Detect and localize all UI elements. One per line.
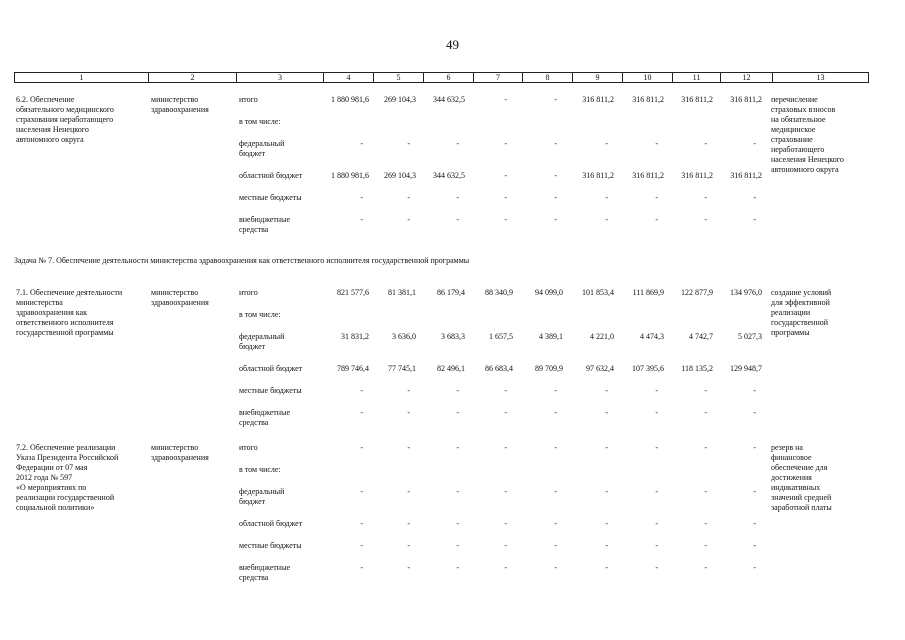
funding-value: - [704, 139, 707, 148]
measure-name-line: здравоохранения как [16, 308, 87, 317]
funding-value: - [504, 519, 507, 528]
funding-value: - [704, 519, 707, 528]
funding-value: - [407, 487, 410, 496]
funding-value: 3 636,0 [392, 332, 416, 341]
funding-value: - [504, 408, 507, 417]
measure-name-line: 7.2. Обеспечение реализации [16, 443, 116, 452]
funding-value: - [655, 386, 658, 395]
measure-name-line: Федерации от 07 мая [16, 463, 88, 472]
funding-value: - [554, 408, 557, 417]
funding-value: 316 811,2 [681, 95, 713, 104]
funding-value: - [554, 386, 557, 395]
funding-value: - [456, 563, 459, 572]
funding-value: - [655, 139, 658, 148]
funding-value: 1 880 981,6 [331, 95, 369, 104]
funding-value: - [655, 193, 658, 202]
expected-result-line: неработающего [771, 145, 825, 154]
funding-value: - [456, 408, 459, 417]
funding-source-label: бюджет [239, 342, 266, 351]
header-col-9: 9 [573, 73, 623, 83]
funding-value: - [554, 563, 557, 572]
funding-value: 4 389,1 [539, 332, 563, 341]
funding-value: 31 831,2 [341, 332, 369, 341]
funding-source-label: средства [239, 418, 269, 427]
funding-value: - [704, 408, 707, 417]
funding-value: 101 853,4 [582, 288, 614, 297]
funding-value: - [554, 95, 557, 104]
measure-name-line: страхования неработающего [16, 115, 114, 124]
funding-source-label: внебюджетные [239, 215, 290, 224]
funding-value: 86 683,4 [485, 364, 513, 373]
funding-value: - [407, 215, 410, 224]
measure-name-line: социальной политики» [16, 503, 95, 512]
executor-line: здравоохранения [151, 298, 209, 307]
funding-value: - [753, 487, 756, 496]
funding-value: - [753, 519, 756, 528]
funding-value: - [407, 408, 410, 417]
funding-value: - [504, 443, 507, 452]
funding-value: - [504, 541, 507, 550]
funding-value: - [407, 386, 410, 395]
funding-value: - [704, 541, 707, 550]
header-col-6: 6 [424, 73, 474, 83]
funding-value: - [753, 541, 756, 550]
header-col-3: 3 [237, 73, 324, 83]
header-col-2: 2 [149, 73, 237, 83]
funding-value: - [605, 139, 608, 148]
header-col-10: 10 [623, 73, 673, 83]
funding-value: - [753, 193, 756, 202]
page-number: 49 [446, 37, 459, 52]
funding-value: 4 474,3 [640, 332, 664, 341]
funding-value: - [360, 139, 363, 148]
funding-value: 134 976,0 [730, 288, 762, 297]
measure-name-line: «О мероприятиях по [16, 483, 87, 492]
funding-value: 269 104,3 [384, 95, 416, 104]
funding-value: - [753, 386, 756, 395]
funding-value: 1 880 981,6 [331, 171, 369, 180]
header-col-12: 12 [721, 73, 773, 83]
funding-value: - [407, 139, 410, 148]
funding-value: - [554, 487, 557, 496]
header-col-1: 1 [15, 73, 149, 83]
funding-value: 269 104,3 [384, 171, 416, 180]
funding-value: - [605, 215, 608, 224]
funding-value: - [655, 215, 658, 224]
funding-value: - [360, 386, 363, 395]
measure-name-line: ответственного исполнителя [16, 318, 114, 327]
funding-value: 344 632,5 [433, 171, 465, 180]
funding-value: 316 811,2 [730, 171, 762, 180]
funding-value: - [456, 541, 459, 550]
measure-name-line: министерства [16, 298, 63, 307]
funding-value: - [704, 386, 707, 395]
funding-source-label: областной бюджет [239, 171, 303, 180]
funding-value: - [753, 215, 756, 224]
funding-value: - [456, 386, 459, 395]
funding-value: - [753, 139, 756, 148]
funding-value: 316 811,2 [681, 171, 713, 180]
measure-name-line: государственной программы [16, 328, 114, 337]
funding-value: 316 811,2 [582, 171, 614, 180]
funding-value: - [407, 563, 410, 572]
funding-source-label: федеральный [239, 487, 285, 496]
funding-value: - [704, 563, 707, 572]
funding-value: 82 496,1 [437, 364, 465, 373]
funding-value: 94 099,0 [535, 288, 563, 297]
funding-value: 344 632,5 [433, 95, 465, 104]
funding-source-label: итого [239, 443, 258, 452]
funding-source-label: средства [239, 225, 269, 234]
funding-source-label: федеральный [239, 332, 285, 341]
expected-result-line: заработной платы [771, 503, 832, 512]
funding-value: - [704, 193, 707, 202]
funding-value: - [504, 139, 507, 148]
funding-source-label: областной бюджет [239, 519, 303, 528]
funding-value: - [554, 193, 557, 202]
expected-result-line: населения Ненецкого [771, 155, 844, 164]
measure-name-line: Указа Президента Российской [16, 453, 119, 462]
expected-result-line: реализации [771, 308, 811, 317]
funding-source-label: в том числе: [239, 465, 281, 474]
measure-name-line: обязательного медицинского [16, 105, 114, 114]
funding-value: - [753, 563, 756, 572]
funding-value: - [360, 193, 363, 202]
funding-value: 3 683,3 [441, 332, 465, 341]
funding-value: - [456, 215, 459, 224]
funding-value: - [456, 139, 459, 148]
measure-name-line: автономного округа [16, 135, 84, 144]
funding-value: - [554, 215, 557, 224]
funding-value: - [655, 443, 658, 452]
funding-value: - [407, 519, 410, 528]
expected-result-line: перечисление [771, 95, 818, 104]
funding-value: 316 811,2 [632, 95, 664, 104]
funding-value: - [605, 563, 608, 572]
funding-value: 4 221,0 [590, 332, 614, 341]
executor-line: здравоохранения [151, 105, 209, 114]
funding-value: - [655, 519, 658, 528]
funding-value: 4 742,7 [689, 332, 713, 341]
funding-value: - [360, 519, 363, 528]
funding-source-label: итого [239, 95, 258, 104]
funding-value: - [704, 215, 707, 224]
measure-name-line: реализации государственной [16, 493, 115, 502]
funding-source-label: итого [239, 288, 258, 297]
funding-value: - [504, 171, 507, 180]
expected-result-line: индикативных [771, 483, 821, 492]
funding-value: - [456, 519, 459, 528]
expected-result-line: государственной [771, 318, 829, 327]
expected-result-line: создание условий [771, 288, 832, 297]
expected-result-line: на обязательное [771, 115, 826, 124]
funding-value: - [655, 487, 658, 496]
funding-value: - [360, 487, 363, 496]
funding-value: - [360, 563, 363, 572]
funding-value: 316 811,2 [730, 95, 762, 104]
funding-source-label: областной бюджет [239, 364, 303, 373]
expected-result-line: для эффективной [771, 298, 830, 307]
funding-value: - [360, 408, 363, 417]
expected-result-line: медицинское [771, 125, 816, 134]
expected-result-line: программы [771, 328, 810, 337]
funding-value: 88 340,9 [485, 288, 513, 297]
executor-line: министерство [151, 288, 199, 297]
funding-value: - [704, 443, 707, 452]
funding-value: 316 811,2 [582, 95, 614, 104]
header-col-7: 7 [474, 73, 523, 83]
funding-value: 316 811,2 [632, 171, 664, 180]
funding-value: 111 869,9 [632, 288, 664, 297]
header-col-13: 13 [773, 73, 869, 83]
funding-value: - [605, 443, 608, 452]
funding-value: - [753, 408, 756, 417]
funding-value: - [753, 443, 756, 452]
funding-value: - [605, 408, 608, 417]
funding-value: - [605, 519, 608, 528]
funding-value: 81 381,1 [388, 288, 416, 297]
funding-source-label: местные бюджеты [239, 386, 302, 395]
funding-value: - [456, 193, 459, 202]
funding-source-label: местные бюджеты [239, 193, 302, 202]
funding-value: - [360, 215, 363, 224]
header-col-11: 11 [673, 73, 721, 83]
expected-result-line: финансовое [771, 453, 812, 462]
funding-value: 77 745,1 [388, 364, 416, 373]
header-col-8: 8 [523, 73, 573, 83]
funding-value: 97 632,4 [586, 364, 614, 373]
task-7-heading: Задача № 7. Обеспечение деятельности министерства здравоохранения как ответственного исполнителя государственной программы [14, 256, 470, 265]
funding-value: - [704, 487, 707, 496]
funding-value: 89 709,9 [535, 364, 563, 373]
funding-value: - [504, 563, 507, 572]
funding-value: - [655, 408, 658, 417]
funding-value: 86 179,4 [437, 288, 465, 297]
funding-value: 118 135,2 [681, 364, 713, 373]
measure-name-line: 7.1. Обеспечение деятельности [16, 288, 123, 297]
funding-source-label: внебюджетные [239, 408, 290, 417]
funding-value: - [407, 443, 410, 452]
measure-name-line: 2012 года № 597 [16, 473, 73, 482]
expected-result-line: автономного округа [771, 165, 839, 174]
funding-source-label: бюджет [239, 497, 266, 506]
expected-result-line: обеспечение для [771, 463, 828, 472]
expected-result-line: страховых взносов [771, 105, 836, 114]
funding-value: - [407, 541, 410, 550]
funding-value: - [456, 487, 459, 496]
funding-value: - [504, 193, 507, 202]
expected-result-line: достижения [771, 473, 812, 482]
funding-value: - [605, 193, 608, 202]
measure-name-line: 6.2. Обеспечение [16, 95, 75, 104]
header-col-4: 4 [324, 73, 374, 83]
funding-value: - [605, 386, 608, 395]
funding-source-label: в том числе: [239, 310, 281, 319]
funding-source-label: федеральный [239, 139, 285, 148]
funding-value: 789 746,4 [337, 364, 369, 373]
executor-line: министерство [151, 95, 199, 104]
measure-name-line: населения Ненецкого [16, 125, 89, 134]
funding-value: - [554, 443, 557, 452]
funding-value: - [360, 443, 363, 452]
funding-source-label: в том числе: [239, 117, 281, 126]
funding-value: - [655, 563, 658, 572]
column-number-header [14, 72, 869, 83]
funding-value: - [605, 541, 608, 550]
expected-result-line: резерв на [771, 443, 803, 452]
funding-value: - [407, 193, 410, 202]
funding-value: 129 948,7 [730, 364, 762, 373]
funding-source-label: бюджет [239, 149, 266, 158]
header-col-5: 5 [374, 73, 424, 83]
funding-value: - [655, 541, 658, 550]
funding-source-label: внебюджетные [239, 563, 290, 572]
funding-value: 107 395,6 [632, 364, 664, 373]
funding-value: - [554, 139, 557, 148]
funding-value: - [504, 386, 507, 395]
funding-source-label: средства [239, 573, 269, 582]
funding-value: - [504, 487, 507, 496]
funding-source-label: местные бюджеты [239, 541, 302, 550]
funding-value: - [504, 95, 507, 104]
executor-line: министерство [151, 443, 199, 452]
funding-value: - [554, 519, 557, 528]
funding-value: 5 027,3 [738, 332, 762, 341]
funding-value: 122 877,9 [681, 288, 713, 297]
executor-line: здравоохранения [151, 453, 209, 462]
funding-value: - [504, 215, 507, 224]
funding-value: - [456, 443, 459, 452]
funding-value: 821 577,6 [337, 288, 369, 297]
funding-value: - [360, 541, 363, 550]
funding-value: - [605, 487, 608, 496]
funding-value: - [554, 171, 557, 180]
expected-result-line: страхование [771, 135, 813, 144]
funding-value: 1 657,5 [489, 332, 513, 341]
funding-value: - [554, 541, 557, 550]
expected-result-line: значений средней [771, 493, 832, 502]
